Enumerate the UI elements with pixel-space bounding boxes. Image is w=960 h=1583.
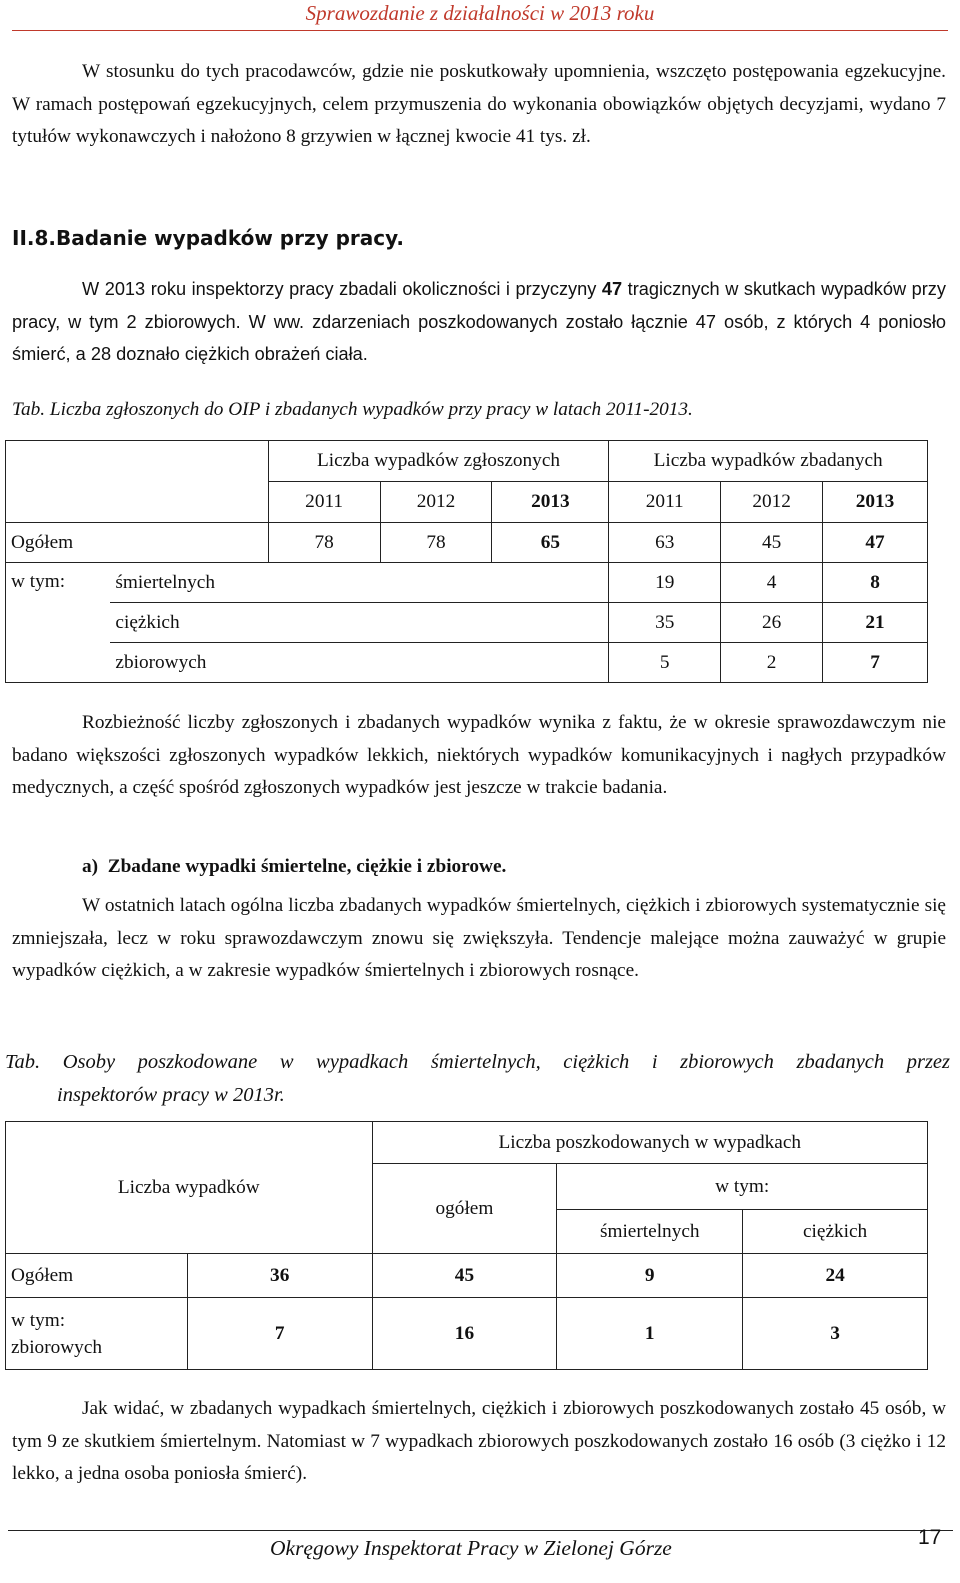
- paragraph-investigations-text-b: tragicznych w skutkach wypadków przy pracy, w tym 2 zbiorowych. W ww. zdarzeniach poszkodowanych zostało łącznie 47 osób, z których 4 poniosło śmierć, a 28 doznało ciężkich obrażeń ciała.: [12, 279, 946, 364]
- table-cell: 19: [609, 563, 721, 603]
- paragraph-investigations-text-a: W 2013 roku inspektorzy pracy zbadali okoliczności i przyczyny: [82, 279, 602, 299]
- table-cell: 2: [721, 643, 823, 683]
- table-cell: 47: [823, 523, 928, 563]
- paragraph-summary: Jak widać, w zbadanych wypadkach śmiertelnych, ciężkich i zbiorowych poszkodowanych zostało 45 osób, w tym 9 ze skutkiem śmiertelnym. Natomiast w 7 wypadkach zbiorowych poszkodowanych zostało 16 osób (3 ciężko i 12 lekko, a jedna osoba poniosła śmierć).: [12, 1398, 946, 1484]
- running-header: Sprawozdanie z działalności w 2013 roku: [305, 1, 655, 25]
- header-injured: Liczba poszkodowanych w wypadkach: [372, 1122, 927, 1164]
- table-cell: 24: [743, 1254, 928, 1298]
- table-cell: 7: [187, 1298, 372, 1370]
- paragraph-investigations: [12, 273, 946, 371]
- footer-rule: [8, 1530, 953, 1531]
- year-cell: 2013: [823, 482, 928, 523]
- page-number: 17: [918, 1526, 942, 1549]
- header-examined: Liczba wypadków zbadanych: [609, 441, 928, 482]
- table-cell: 35: [609, 603, 721, 643]
- paragraph-enforcement: W stosunku do tych pracodawców, gdzie nie poskutkowały upomnienia, wszczęto postępowania egzekucyjne. W ramach postępowań egzekucyjnych, celem przymuszenia do wykonania obowiązków objętych decyzjami, wydano 7 tytułów wykonawczych i nałożono 8 grzywien w łącznej kwocie 41 tys. zł.: [12, 61, 946, 147]
- year-cell: 2011: [609, 482, 721, 523]
- table-cell: 21: [823, 603, 928, 643]
- year-cell: 2013: [492, 482, 609, 523]
- table-cell: 3: [743, 1298, 928, 1370]
- header-rule: [12, 30, 948, 31]
- row-label-collective: [6, 1298, 188, 1370]
- year-cell: 2012: [380, 482, 492, 523]
- header-wtym: w tym:: [557, 1164, 928, 1210]
- table-cell: 4: [721, 563, 823, 603]
- header-serious: ciężkich: [743, 1210, 928, 1254]
- table-cell: 63: [609, 523, 721, 563]
- row-label-serious: ciężkich: [110, 603, 608, 643]
- table-cell: 9: [557, 1254, 743, 1298]
- subsection-marker: a): [82, 856, 99, 877]
- subsection-title: Zbadane wypadki śmiertelne, ciężkie i zbiorowe.: [107, 856, 507, 877]
- paragraph-trends: W ostatnich latach ogólna liczba zbadanych wypadków śmiertelnych, ciężkich i zbiorowych systematycznie się zmniejszała, lecz w roku sprawozdawczym znowu się zwiększyła. Tendencje malejące można zauważyć w grupie wypadków ciężkich, a w zakresie wypadków śmiertelnych i zbiorowych rosnące.: [12, 895, 946, 981]
- subsection-heading: [82, 851, 506, 884]
- table-cell: 1: [557, 1298, 743, 1370]
- footer-text: Okręgowy Inspektorat Pracy w Zielonej Górze: [270, 1536, 672, 1560]
- paragraph-investigations-count: 47: [601, 279, 623, 299]
- header-fatal: śmiertelnych: [557, 1210, 743, 1254]
- row-label-total: Ogółem: [6, 1254, 188, 1298]
- table-cell: 65: [492, 523, 609, 563]
- table-cell: 78: [268, 523, 380, 563]
- table1-corner: [6, 441, 269, 482]
- table-cell: 36: [187, 1254, 372, 1298]
- row-label-total: Ogółem: [6, 523, 269, 563]
- table-cell: 45: [372, 1254, 557, 1298]
- row-label-wtym: w tym:: [6, 563, 111, 683]
- table1-caption: Tab. Liczba zgłoszonych do OIP i zbadanych wypadków przy pracy w latach 2011-2013.: [12, 399, 693, 420]
- paragraph-discrepancy: Rozbieżność liczby zgłoszonych i zbadanych wypadków wynika z faktu, że w okresie sprawozdawczym nie badano większości zgłoszonych wypadków lekkich, niektórych wypadków komunikacyjnych i nagłych przypadków medycznych, a część spośród zgłoszonych wypadków jest jeszcze w trakcie badania.: [12, 712, 946, 798]
- year-cell: 2011: [268, 482, 380, 523]
- year-cell: 2012: [721, 482, 823, 523]
- table2-caption-line2: inspektorów pracy w 2013r.: [57, 1084, 285, 1106]
- row-label-collective: zbiorowych: [110, 643, 608, 683]
- header-reported: Liczba wypadków zgłoszonych: [268, 441, 609, 482]
- header-total: ogółem: [372, 1164, 557, 1254]
- injured-table: [5, 1121, 928, 1370]
- row-label-wtym: w tym:: [11, 1309, 66, 1331]
- table-cell: 8: [823, 563, 928, 603]
- table-cell: 45: [721, 523, 823, 563]
- table1-corner-lower: [6, 482, 269, 523]
- table-cell: 26: [721, 603, 823, 643]
- row-label-fatal: śmiertelnych: [110, 563, 608, 603]
- table-cell: 78: [380, 523, 492, 563]
- section-heading: [12, 226, 404, 250]
- section-title: Badanie wypadków przy pracy.: [56, 226, 404, 250]
- section-number: II.8.: [12, 226, 56, 250]
- table-cell: 7: [823, 643, 928, 683]
- accidents-table: [5, 440, 928, 683]
- table2-caption-line1: Tab. Osoby poszkodowane w wypadkach śmiertelnych, ciężkich i zbiorowych zbadanych przez: [5, 1051, 950, 1073]
- header-accidents: Liczba wypadków: [6, 1122, 373, 1254]
- table-cell: 5: [609, 643, 721, 683]
- row-label-collective-text: zbiorowych: [11, 1336, 103, 1358]
- table-cell: 16: [372, 1298, 557, 1370]
- table2-caption: [5, 1046, 950, 1112]
